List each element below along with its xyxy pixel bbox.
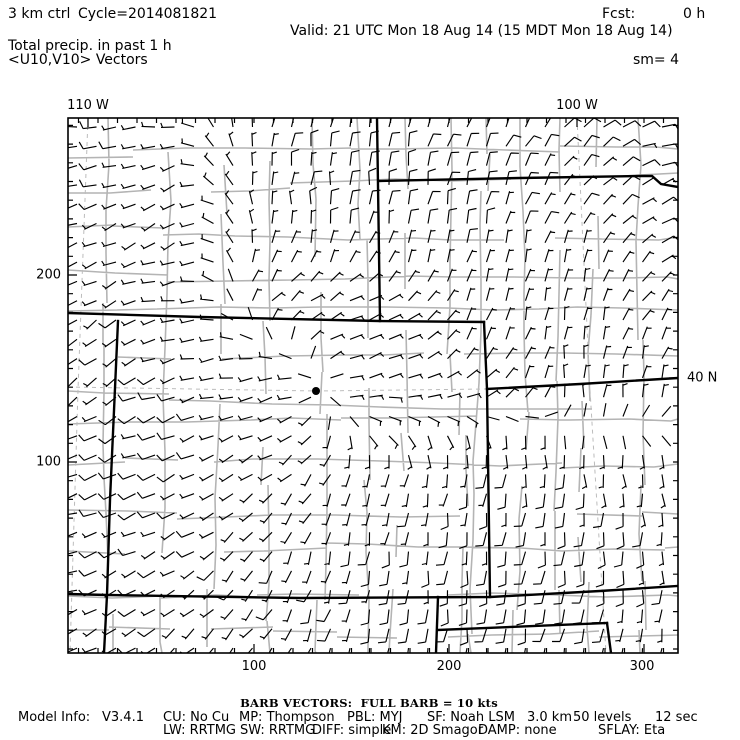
axis-label-bottom-200: 200 [436, 659, 462, 674]
map-frame [68, 118, 678, 653]
model-info-segment: 50 levels [573, 710, 632, 725]
station-marker-dot [312, 387, 320, 395]
model-info-segment: CU: No Cu [163, 710, 230, 725]
axis-label-left-100: 100 [36, 454, 61, 470]
axis-ticks [68, 118, 678, 653]
model-info-segment: DAMP: none [478, 723, 557, 738]
axis-label-top-110W: 110 W [67, 98, 109, 113]
smoothing-factor: sm= 4 [633, 52, 680, 68]
model-info-segment: SFLAY: Eta [598, 723, 666, 738]
graticule-meridian-100w [577, 118, 606, 653]
model-info-segment: Model Info: [18, 710, 91, 725]
barb-legend: BARB VECTORS: FULL BARB = 10 kts [240, 696, 498, 710]
county-boundaries [68, 118, 678, 653]
axis-label-bottom-300: 300 [629, 659, 655, 674]
model-info-segment: SF: Noah LSM [427, 710, 515, 725]
forecast-label: Fcst: [602, 6, 636, 22]
axis-label-bottom-100: 100 [241, 659, 267, 674]
model-info-segment: 12 sec [655, 710, 698, 725]
model-info-segment: PBL: MYJ [347, 710, 403, 725]
model-info-segment: V3.4.1 [102, 710, 144, 725]
model-info-segment: LW: RRTMG [163, 723, 237, 738]
state-border-ut-co-az-nm-109w [104, 321, 118, 653]
wind-barbs [59, 112, 680, 665]
state-border-tx-ok-100w [607, 623, 611, 653]
model-info-segment: DIFF: simple [312, 723, 392, 738]
cycle-id: Cycle=2014081821 [78, 6, 218, 22]
forecast-hour: 0 h [683, 6, 706, 22]
valid-time: Valid: 21 UTC Mon 18 Aug 14 (15 MDT Mon 18 Aug 14) [290, 23, 673, 39]
model-info-segment: 3.0 km [527, 710, 572, 725]
axis-label-right-40N: 40 N [687, 370, 718, 386]
field-title-precip: Total precip. in past 1 h [8, 38, 172, 54]
model-info-segment: MP: Thompson [239, 710, 335, 725]
graticule-meridian-110w [70, 118, 88, 653]
model-info-segment: KM: 2D Smagor [382, 723, 484, 738]
state-border-nm-tx-103w [436, 597, 438, 653]
field-title-vectors: <U10,V10> Vectors [8, 52, 148, 68]
axis-label-top-100W: 100 W [556, 98, 598, 113]
state-border-ut-wy-co-ne-41n [68, 313, 484, 322]
model-info-segment: SW: RRTMG [240, 723, 316, 738]
axis-label-left-200: 200 [36, 267, 61, 283]
model-name: 3 km ctrl [8, 6, 71, 22]
